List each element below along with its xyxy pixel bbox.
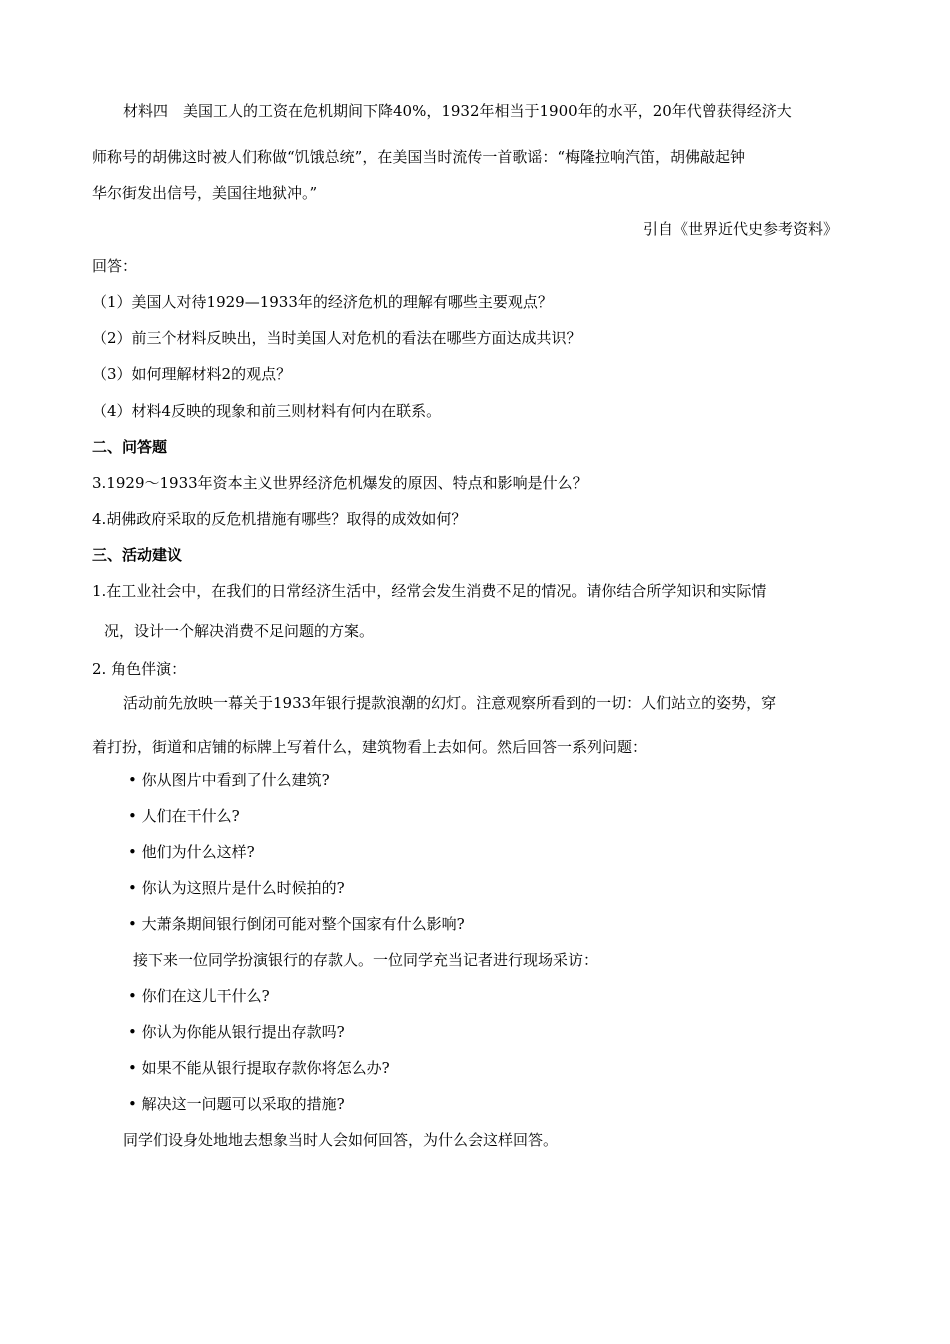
material4-line1: 材料四 美国工人的工资在危机期间下降40%，1932年相当于1900年的水平，20年代曾获得经济大 bbox=[123, 102, 792, 120]
closing-text: 同学们设身处地地去想象当时人会如何回答，为什么会这样回答。 bbox=[123, 1131, 559, 1149]
question-bullet: • 你认为这照片是什么时候拍的? bbox=[128, 879, 345, 897]
activity-para-line2: 着打扮，街道和店铺的标牌上写着什么，建筑物看上去如何。然后回答一系列问题： bbox=[92, 738, 648, 756]
question-1: （1）美国人对待1929—1933年的经济危机的理解有哪些主要观点？ bbox=[92, 293, 553, 311]
section3-item1-line1: 1.在工业社会中，在我们的日常经济生活中，经常会发生消费不足的情况。请你结合所学知识和实际情 bbox=[92, 582, 767, 600]
activity-para-line1: 活动前先放映一幕关于1933年银行提款浪潮的幻灯。注意观察所看到的一切：人们站立的姿势，穿 bbox=[123, 694, 777, 712]
section2-item-3: 3.1929～1933年资本主义世界经济危机爆发的原因、特点和影响是什么？ bbox=[92, 474, 588, 492]
material4-line3: 华尔街发出信号，美国往地狱冲。” bbox=[92, 184, 318, 202]
material4-source: 引自《世界近代史参考资料》 bbox=[643, 220, 839, 238]
question-2: （2）前三个材料反映出，当时美国人对危机的看法在哪些方面达成共识？ bbox=[92, 329, 582, 347]
interview-bullet: • 你认为你能从银行提出存款吗? bbox=[128, 1023, 345, 1041]
question-3: （3）如何理解材料2的观点？ bbox=[92, 365, 292, 383]
section3-heading: 三、活动建议 bbox=[92, 546, 183, 564]
interview-bullet: • 如果不能从银行提取存款你将怎么办? bbox=[128, 1059, 390, 1077]
interview-bullet: • 解决这一问题可以采取的措施? bbox=[128, 1095, 345, 1113]
question-bullet: • 大萧条期间银行倒闭可能对整个国家有什么影响? bbox=[128, 915, 465, 933]
interview-bullet: • 你们在这儿干什么? bbox=[128, 987, 270, 1005]
section2-heading: 二、问答题 bbox=[92, 438, 168, 456]
section3-item1-line2: 况，设计一个解决消费不足问题的方案。 bbox=[104, 622, 375, 640]
question-bullet: • 你从图片中看到了什么建筑? bbox=[128, 771, 330, 789]
answer-label: 回答： bbox=[92, 257, 138, 275]
section2-item-4: 4.胡佛政府采取的反危机措施有哪些？取得的成效如何？ bbox=[92, 510, 467, 528]
interview-intro: 接下来一位同学扮演银行的存款人。一位同学充当记者进行现场采访： bbox=[133, 951, 599, 969]
question-bullet: • 人们在干什么? bbox=[128, 807, 240, 825]
material4-line2: 师称号的胡佛这时被人们称做“饥饿总统”，在美国当时流传一首歌谣：“梅隆拉响汽笛，胡佛敲起钟 bbox=[92, 148, 746, 166]
question-4: （4）材料4反映的现象和前三则材料有何内在联系。 bbox=[92, 402, 442, 420]
section3-item2-title: 2. 角色伴演： bbox=[92, 660, 187, 678]
question-bullet: • 他们为什么这样? bbox=[128, 843, 255, 861]
